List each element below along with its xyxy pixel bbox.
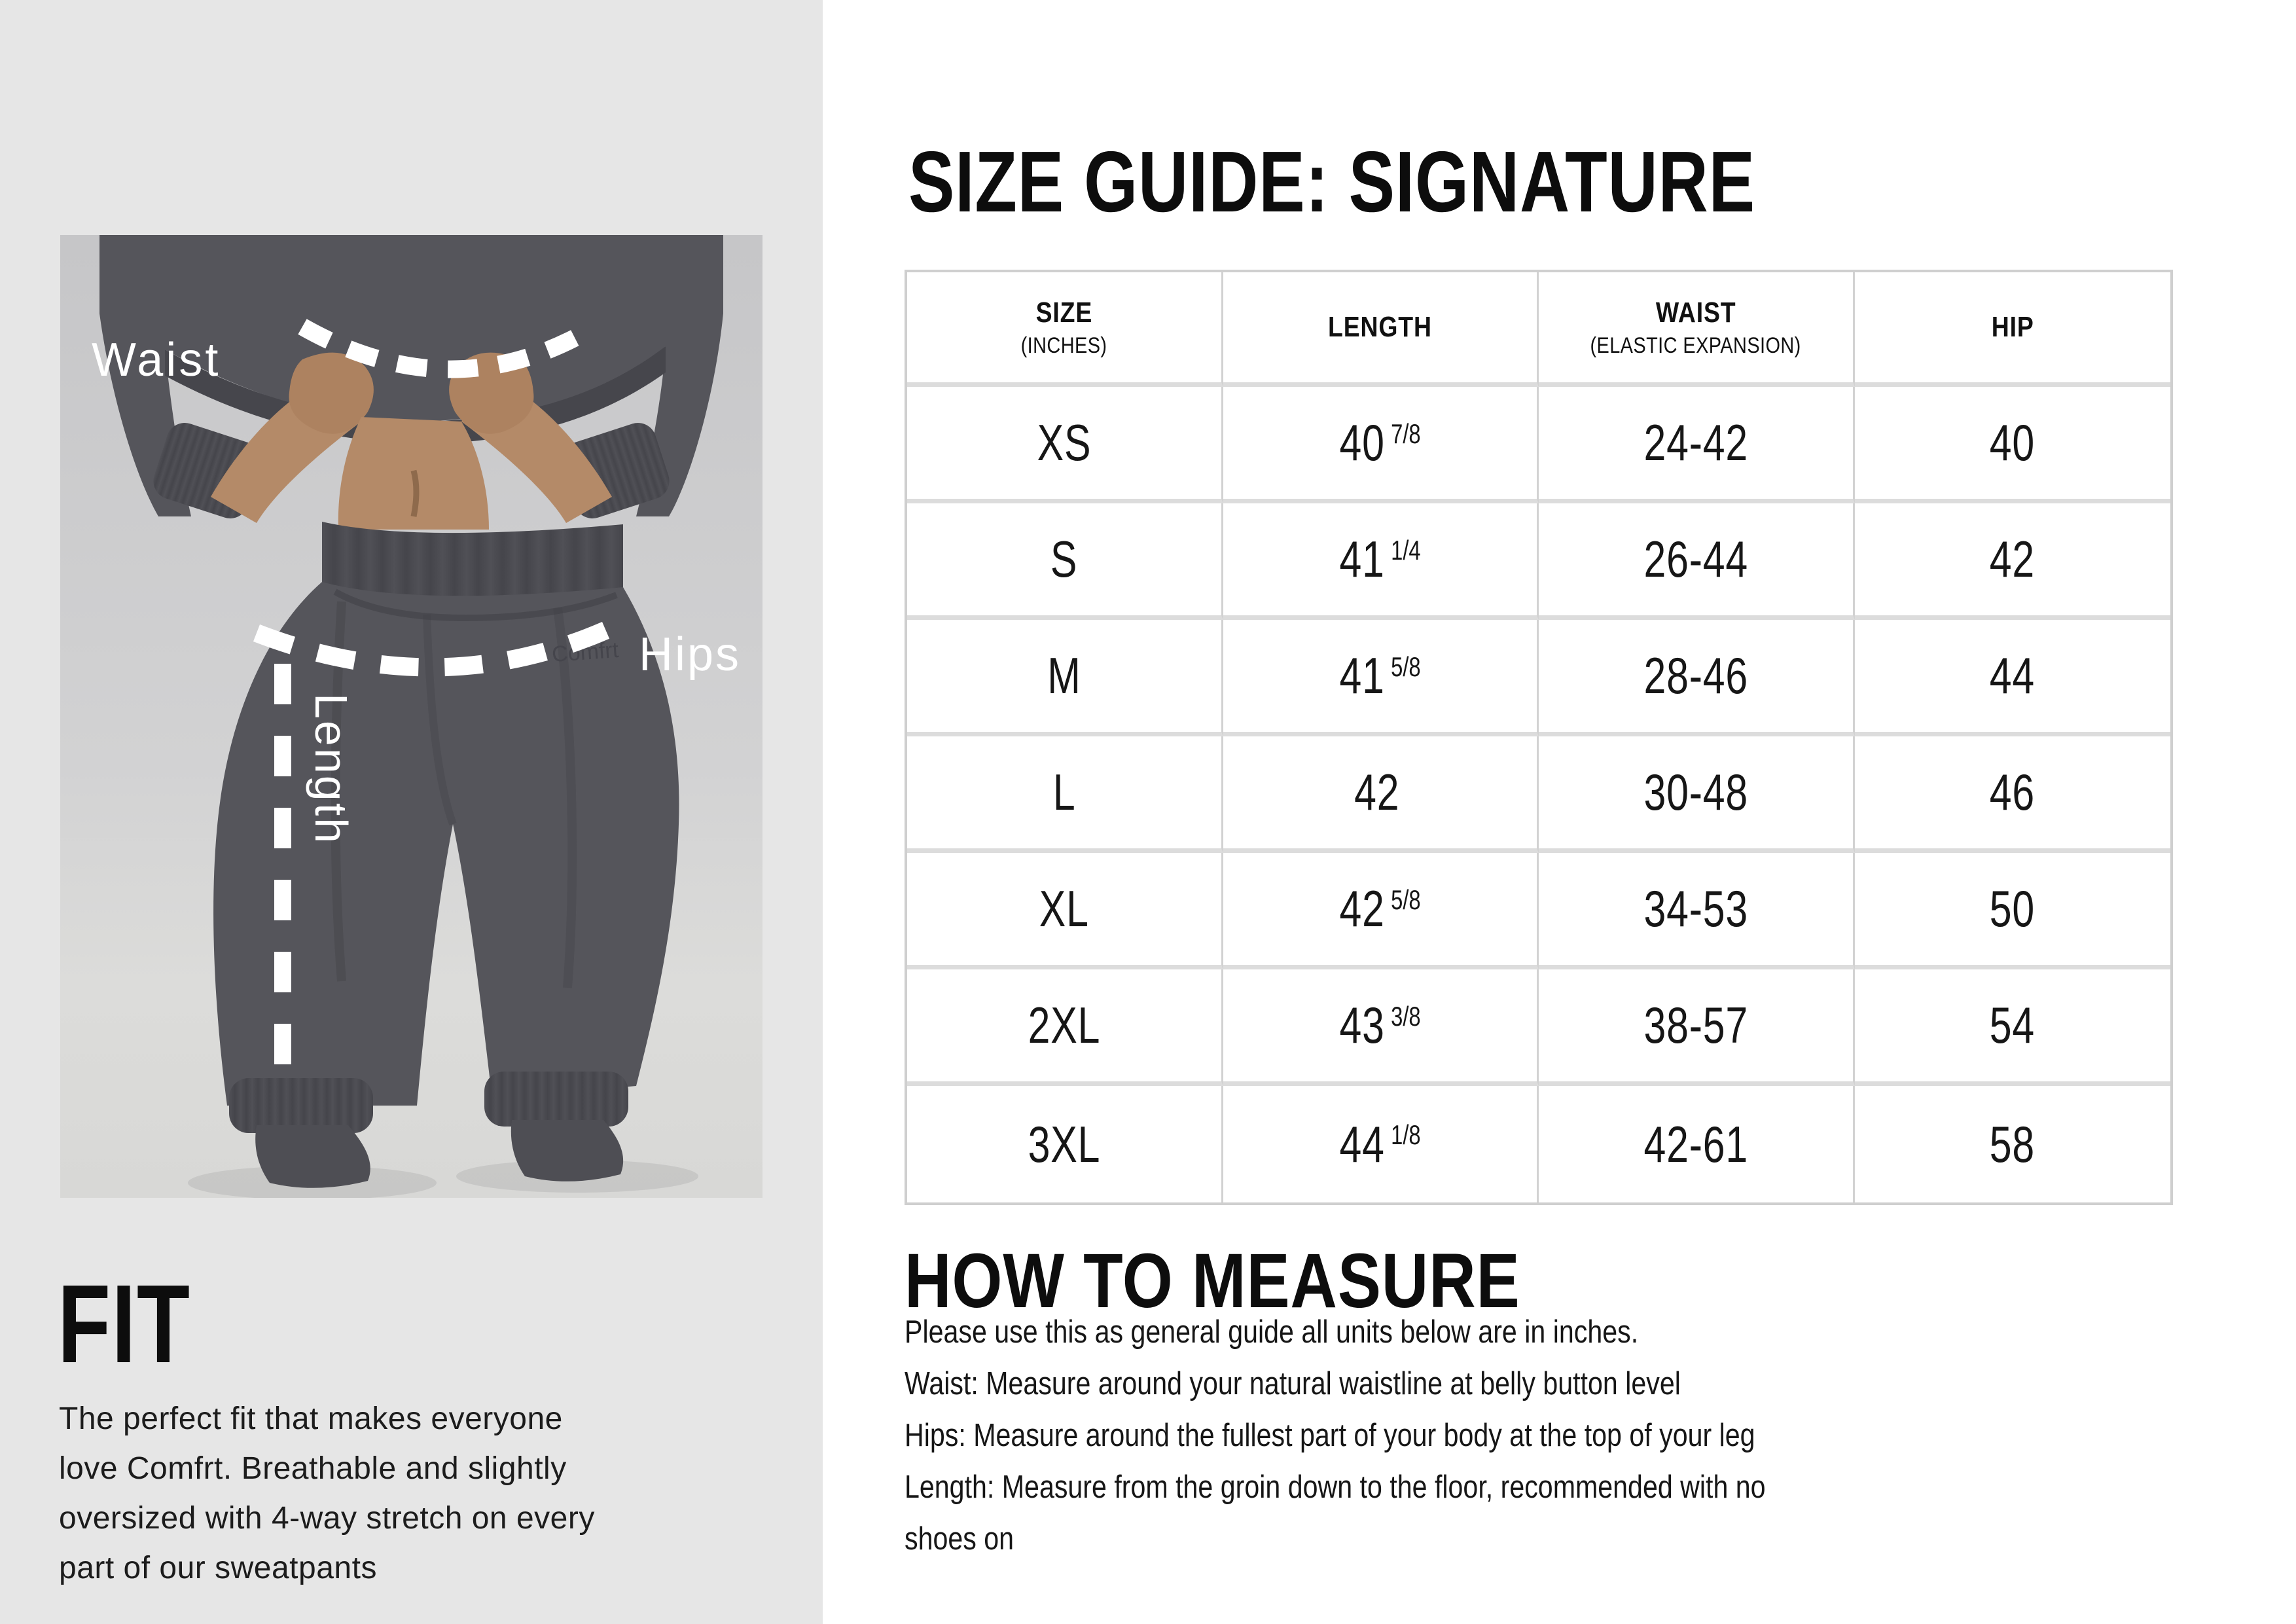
header-size-label: SIZE	[1035, 296, 1093, 329]
sweatpants-photo-illustration	[60, 235, 762, 1198]
sock-left	[255, 1125, 370, 1188]
table-row-m-hip: 44	[1855, 620, 2171, 736]
table-row-2xl-length: 43 $^{3/8}$	[1223, 969, 1539, 1086]
table-row-xs-hip: 40	[1855, 387, 2171, 503]
table-row-3xl-size: 3XL	[907, 1086, 1223, 1202]
table-row-l-hip: 46	[1855, 736, 2171, 853]
table-row-s-size: S	[907, 503, 1223, 620]
left-panel	[0, 0, 823, 1624]
table-row-xs-length: 40 $^{7/8}$	[1223, 387, 1539, 503]
fit-line: part of our sweatpants	[59, 1551, 377, 1585]
fit-line: love Comfrt. Breathable and slightly	[59, 1451, 567, 1486]
waist-label: Waist	[92, 334, 221, 386]
table-row-3xl-length: 44 $^{1/8}$	[1223, 1086, 1539, 1202]
header-waist	[1539, 272, 1855, 387]
table-row-xs-size: XS	[907, 387, 1223, 503]
header-size-unit: (INCHES)	[1020, 333, 1107, 358]
ankle-cuff-right	[484, 1072, 628, 1127]
table-row-xs-waist: 24-42	[1539, 387, 1855, 503]
table-row-2xl-waist: 38-57	[1539, 969, 1855, 1086]
table-row-2xl-hip: 54	[1855, 969, 2171, 1086]
header-hip	[1855, 272, 2171, 387]
header-waist-sub: (ELASTIC EXPANSION)	[1590, 333, 1801, 358]
navel	[414, 471, 416, 516]
ankle-cuff-left	[229, 1078, 373, 1133]
table-row-xl-hip: 50	[1855, 853, 2171, 969]
sock-right	[511, 1120, 623, 1182]
header-length	[1223, 272, 1539, 387]
fit-title: FIT	[58, 1262, 191, 1386]
measure-line: Waist: Measure around your natural waistline at belly button level	[905, 1366, 1681, 1401]
table-row-m-waist: 28-46	[1539, 620, 1855, 736]
measure-line: Hips: Measure around the fullest part of your body at the top of your leg	[905, 1418, 1755, 1453]
table-row-xl-size: XL	[907, 853, 1223, 969]
waistband	[322, 522, 623, 601]
table-row-s-waist: 26-44	[1539, 503, 1855, 620]
table-row-l-waist: 30-48	[1539, 736, 1855, 853]
measure-line: shoes on	[905, 1521, 1014, 1557]
table-row-2xl-size: 2XL	[907, 969, 1223, 1086]
table-row-3xl-waist: 42-61	[1539, 1086, 1855, 1202]
header-hip-label: HIP	[1991, 311, 2034, 343]
table-row-s-hip: 42	[1855, 503, 2171, 620]
fit-photo	[60, 235, 762, 1198]
comfrt-logo: Comfrt	[550, 637, 620, 667]
table-row-xl-length: 42 $^{5/8}$	[1223, 853, 1539, 969]
how-to-measure-title: HOW TO MEASURE	[905, 1238, 1520, 1324]
table-row-3xl-hip: 58	[1855, 1086, 2171, 1202]
table-row-m-size: M	[907, 620, 1223, 736]
length-label: Length	[306, 693, 357, 846]
header-length-label: LENGTH	[1327, 311, 1432, 343]
table-row-l-length: 42	[1223, 736, 1539, 853]
fit-line: oversized with 4-way stretch on every	[59, 1501, 595, 1536]
table-row-s-length: 41 $^{1/4}$	[1223, 503, 1539, 620]
fit-description	[59, 1394, 595, 1593]
measure-line: Length: Measure from the groin down to the floor, recommended with no	[905, 1470, 1766, 1505]
size-guide-table	[905, 270, 2173, 1205]
header-waist-label: WAIST	[1655, 296, 1736, 329]
header-size	[907, 272, 1223, 387]
fit-line: The perfect fit that makes everyone	[59, 1401, 563, 1436]
hips-label: Hips	[639, 628, 742, 681]
table-row-m-length: 41 $^{5/8}$	[1223, 620, 1539, 736]
page-title: SIZE GUIDE: SIGNATURE	[908, 134, 1755, 230]
how-to-measure-instructions	[905, 1307, 1929, 1565]
table-row-l-size: L	[907, 736, 1223, 853]
measure-line: Please use this as general guide all units below are in inches.	[905, 1314, 1639, 1350]
table-row-xl-waist: 34-53	[1539, 853, 1855, 969]
